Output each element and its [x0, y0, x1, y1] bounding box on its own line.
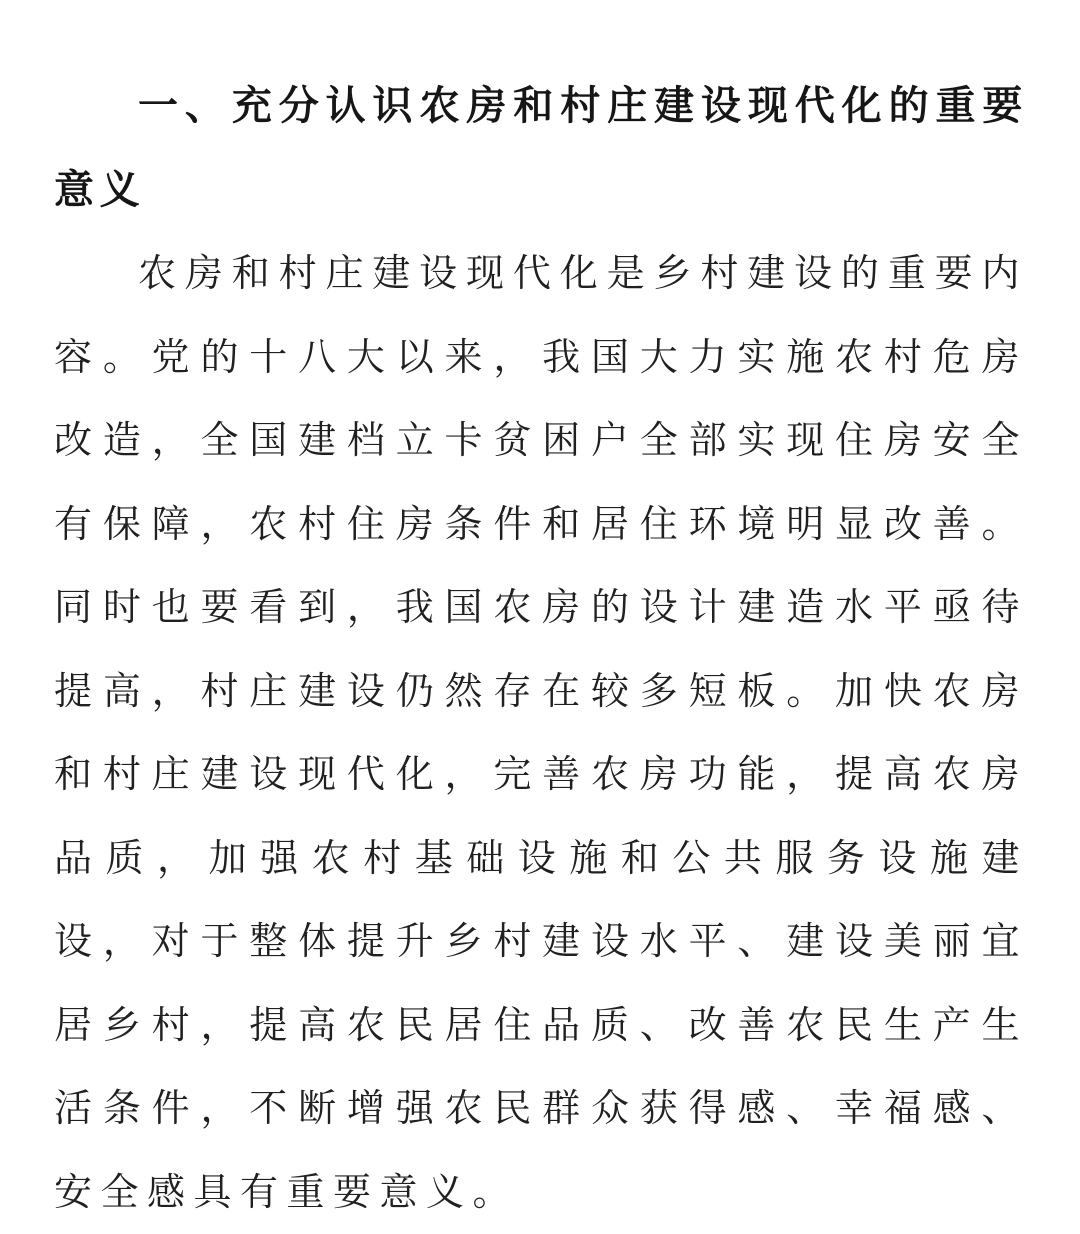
section-heading: 一、充分认识农房和村庄建设现代化的重要意义: [54, 83, 1028, 213]
body-paragraph: 农房和村庄建设现代化是乡村建设的重要内容。党的十八大以来，我国大力实施农村危房改造，全国建档立卡贫困户全部实现住房安全有保障，农村住房条件和居住环境明显改善。同时也要看到，我国农房的设计建造水平亟待提高，村庄建设仍然存在较多短板。加快农房和村庄建设现代化，完善农房功能，提高农房品质，加强农村基础设施和公共服务设施建设，对于整体提升乡村建设水平、建设美丽宜居乡村，提高农民居住品质、改善农民生产生活条件，不断增强农民群众获得感、幸福感、安全感具有重要意义。: [54, 251, 1028, 1214]
